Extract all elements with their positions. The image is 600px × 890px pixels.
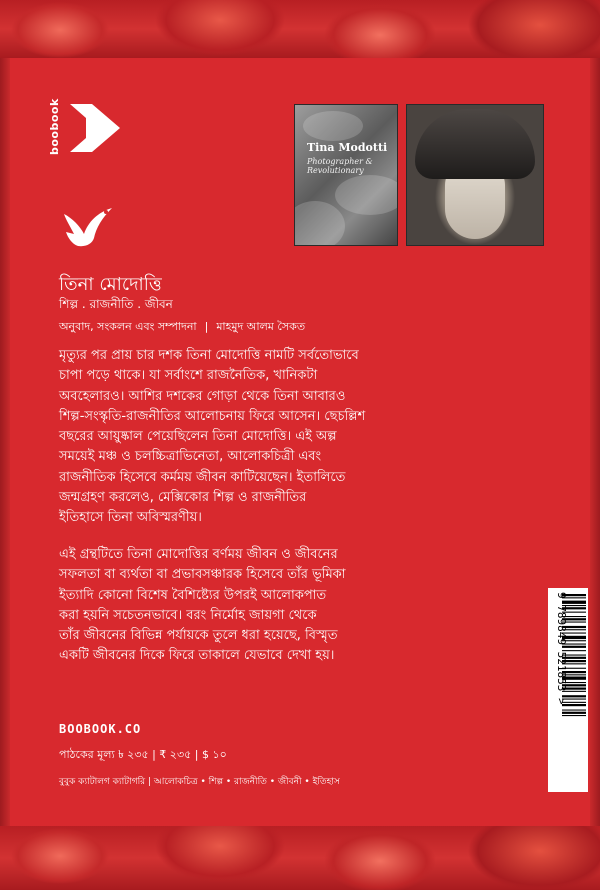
blurb-line: মৃত্যুর পর প্রায় চার দশক তিনা মোদোত্তি নামটি সর্বতোভাবে [59, 348, 359, 363]
inset-book-subtitle: Photographer & Revolutionary [307, 157, 373, 175]
barcode-bars [548, 588, 588, 792]
book-cover-thumbnail [294, 104, 398, 246]
bird-logo-icon [62, 204, 114, 248]
rose-photo-bottom [0, 826, 600, 890]
book-subtitle: শিল্প . রাজনীতি . জীবন [59, 297, 173, 311]
blurb-line: তাঁর জীবনের বিভিন্ন পর্যায়কে তুলে ধরা হয়েছে, বিস্মৃত [59, 628, 338, 644]
inset-book-title: Tina Modotti [307, 141, 388, 154]
blurb-line: ইত্যাদি কোনো বিশেষ বৈশিষ্ট্যের উপরই আলোকপাত [59, 587, 327, 603]
blurb-line: করা হয়নি সচেতনভাবে। বরং নির্মোহ জায়গা থেকে [59, 607, 317, 623]
book-title: তিনা মোদোত্তি [59, 274, 162, 295]
blurb-line: একটি জীবনের দিকে ফিরে তাকালে যেভাবে দেখা হয়। [59, 648, 335, 664]
blurb-line: জন্মগ্রহণ করলেও, মেক্সিকোর শিল্প ও রাজনীতির [59, 490, 307, 506]
rose-border-left [0, 58, 10, 826]
catalog-categories: বুবুক ক্যাটালগ ক্যাটাগরি | আলোকচিত্র • শিল্প • রাজনীতি • জীবনী • ইতিহাস [59, 777, 340, 787]
brand-name: boobook [48, 98, 61, 155]
isbn-barcode [548, 588, 588, 792]
credit-name: মাহমুদ আলম সৈকত [216, 320, 306, 333]
portrait-photo [406, 104, 544, 246]
credits-line [59, 318, 305, 337]
boobook-chevron-logo-icon [70, 104, 122, 152]
barcode-bar [562, 710, 586, 711]
blurb-paragraph-2 [59, 545, 529, 667]
website-link[interactable]: BOOBOOK.CO [59, 722, 142, 736]
blurb-line: বছরের আয়ুষ্কাল পেয়েছিলেন তিনা মোদোত্তি। এই অল্প [59, 429, 337, 445]
barcode-bar [562, 715, 586, 716]
portrait-hat [415, 109, 535, 179]
blurb-line: চাপা পড়ে থাকে। যা সর্বাংশে রাজনৈতিক, খানিকটা [59, 368, 318, 384]
blurb-line: অবহেলারও। আশির দশকের গোড়া থেকে তিনা আবারও [59, 388, 346, 404]
blurb-line: শিল্প-সংস্কৃতি-রাজনীতির আলোচনায় ফিরে আসেন। ছেচল্লিশ [59, 408, 366, 424]
blurb-line: রাজনীতিক হিসেবে কর্মময় জীবন কাটিয়েছেন। ইতালিতে [59, 469, 346, 485]
credit-role: অনুবাদ, সংকলন এবং সম্পাদনা [59, 320, 197, 333]
barcode-number: 9 789849 521853 > [555, 592, 568, 705]
blurb-line: সফলতা বা ব্যর্থতা বা প্রভাবসঞ্চারক হিসেবে তাঁর ভূমিকা [59, 567, 346, 583]
barcode-bar [562, 712, 586, 714]
blurb-line: সময়েই মঞ্চ ও চলচ্চিত্রাভিনেতা, আলোকচিত্রী এবং [59, 449, 322, 465]
price-line: পাঠকের মূল্য ৳ ২৩৫ | ₹ ২৩৫ | $ ১০ [59, 748, 227, 761]
blurb-line: এই গ্রন্থটিতে তিনা মোদোত্তির বর্ণময় জীবন ও জীবনের [59, 547, 338, 562]
rose-border-right [590, 58, 600, 826]
blurb-paragraph-1 [59, 346, 529, 529]
blurb-line: ইতিহাসে তিনা অবিস্মরণীয়। [59, 510, 202, 526]
credit-separator: | [204, 320, 209, 333]
rose-photo-top [0, 0, 600, 58]
